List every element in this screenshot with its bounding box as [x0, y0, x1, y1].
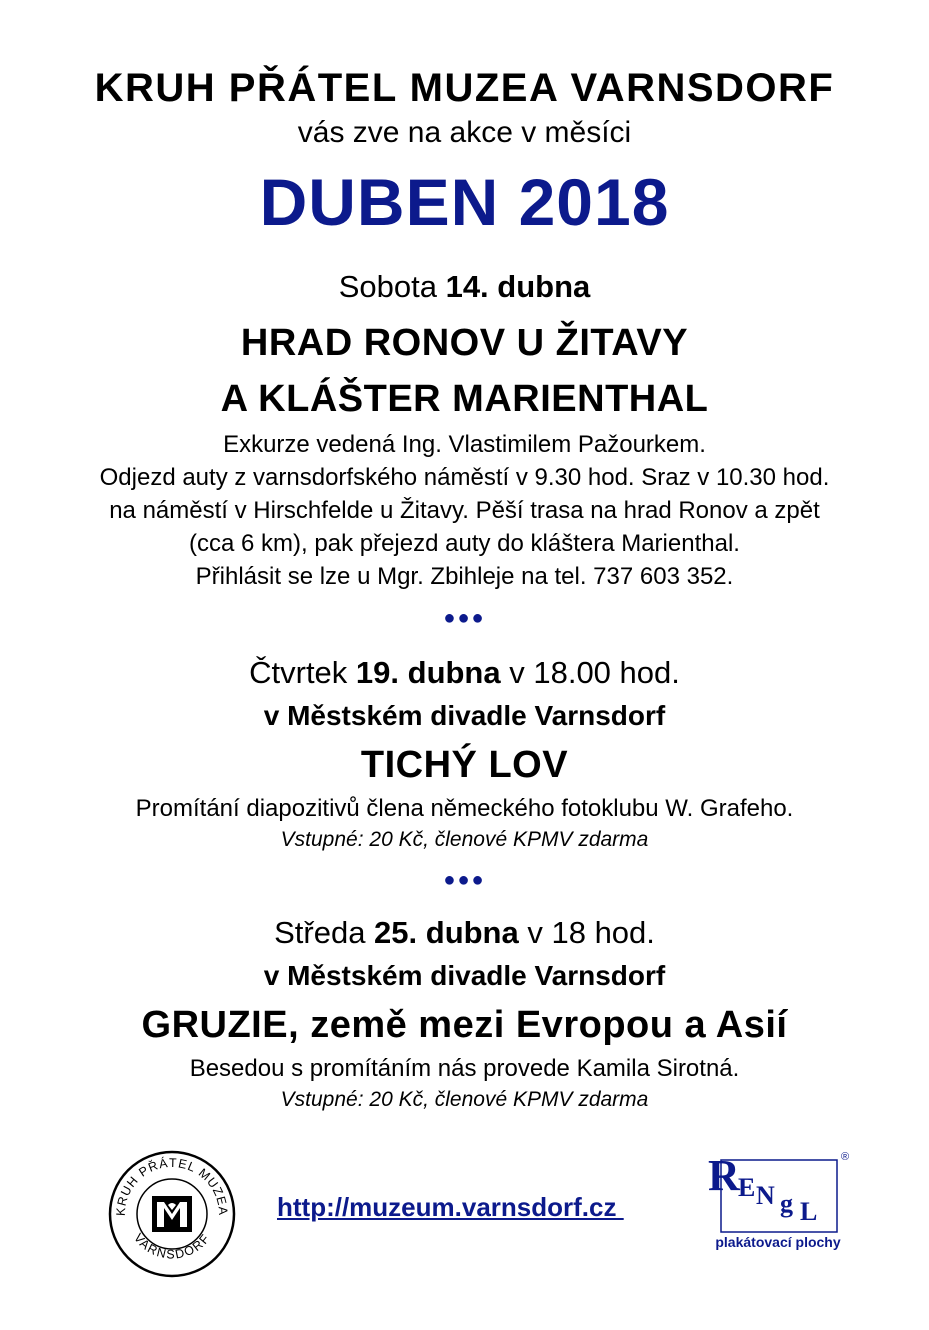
event3-fee: Vstupné: 20 Kč, členové KPMV zdarma [280, 1088, 649, 1111]
rengl-letter-n: N [756, 1181, 775, 1210]
seal-text-bottom: VARNSDORF [130, 1230, 214, 1262]
event2-venue: v Městském divadle Varnsdorf [263, 700, 666, 731]
event1-title-line1: HRAD RONOV U ŽITAVY [240, 322, 689, 364]
rengl-letter-g: g [780, 1189, 793, 1218]
event2-title: TICHÝ LOV [360, 744, 569, 786]
rengl-letter-e: E [738, 1173, 756, 1202]
event2-date-bold: 19. dubna [355, 655, 501, 690]
event3-date-suffix: v 18 hod. [518, 915, 655, 950]
event2-date [0, 654, 929, 692]
event1-date-bold: 14. dubna [445, 269, 591, 304]
registered-mark: ® [841, 1151, 850, 1163]
separator-dots: ●●● [443, 869, 486, 891]
event1-desc-line: Přihlásit se lze u Mgr. Zbihleje na tel. 737 603 352. [195, 563, 734, 590]
event1-desc-line: na náměstí v Hirschfelde u Žitavy. Pěší trasa na hrad Ronov a zpět [109, 497, 820, 524]
rengl-letter-l: L [800, 1197, 818, 1226]
event3-venue: v Městském divadle Varnsdorf [263, 960, 666, 991]
event1-desc-line: Exkurze vedená Ing. Vlastimilem Pažourkem. [223, 431, 706, 458]
event1-desc-line: Odjezd auty z varnsdorfského náměstí v 9.30 hod. Sraz v 10.30 hod. [99, 464, 830, 491]
organization-title: KRUH PŘÁTEL MUZEA VARNSDORF [94, 66, 835, 110]
event1-date [0, 268, 929, 306]
seal-text-top: KRUH PŘÁTEL MUZEA [113, 1155, 231, 1217]
event2-fee: Vstupné: 20 Kč, členové KPMV zdarma [280, 828, 649, 851]
event2-description: Promítání diapozitivů člena německého fotoklubu W. Grafeho. [135, 795, 794, 822]
museum-seal-logo [108, 1150, 236, 1278]
invitation-line: vás zve na akce v měsíci [297, 116, 632, 149]
event2-date-prefix: Čtvrtek [249, 655, 356, 690]
month-title: DUBEN 2018 [259, 165, 670, 239]
event1-desc-line: (cca 6 km), pak přejezd auty do kláštera Marienthal. [189, 530, 740, 557]
event2-date-suffix: v 18.00 hod. [500, 655, 680, 690]
seal-monogram-icon [152, 1196, 192, 1232]
rengl-caption: plakátovací plochy [715, 1234, 841, 1250]
event3-title: GRUZIE, země mezi Evropou a Asií [141, 1004, 788, 1046]
event3-description: Besedou s promítáním nás provede Kamila Sirotná. [189, 1055, 740, 1082]
event3-date [0, 914, 929, 952]
event1-description [0, 428, 929, 593]
event3-date-prefix: Středa [274, 915, 375, 950]
rengl-letter-r: R [708, 1151, 740, 1200]
event1-date-prefix: Sobota [338, 269, 446, 304]
event1-title-line2: A KLÁŠTER MARIENTHAL [220, 378, 709, 420]
event3-date-bold: 25. dubna [374, 915, 519, 950]
museum-website-link[interactable]: http://muzeum.varnsdorf.cz [277, 1192, 624, 1222]
separator-dots: ●●● [443, 607, 486, 629]
